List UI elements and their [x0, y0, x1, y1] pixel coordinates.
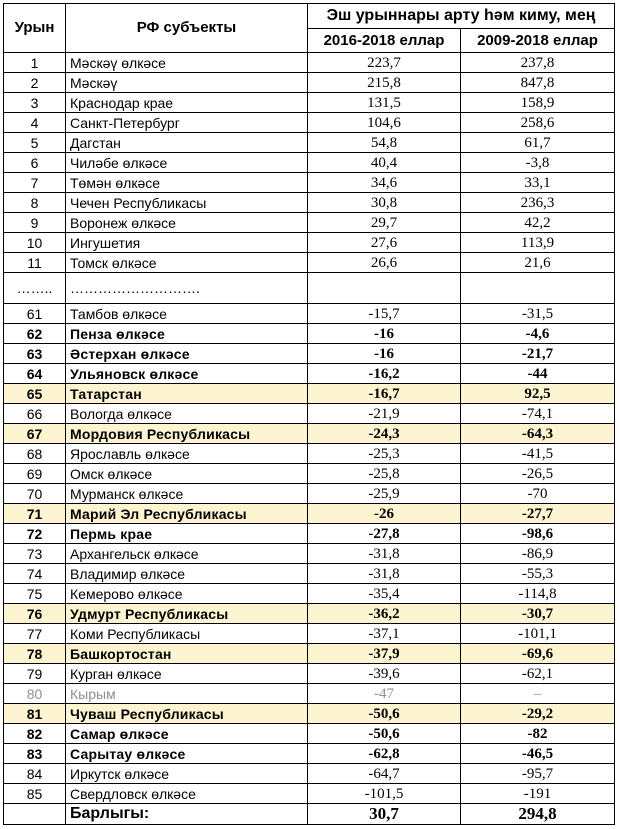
- table-row: [4, 564, 615, 584]
- row-rank: 76: [4, 604, 66, 624]
- row-rank: 66: [4, 404, 66, 424]
- row-value-2009-2018: -191: [461, 784, 615, 804]
- row-rank: 74: [4, 564, 66, 584]
- table-row: [4, 304, 615, 324]
- row-value-2009-2018: -64,3: [461, 424, 615, 444]
- row-value-2016-2018: -16: [308, 324, 461, 344]
- row-value-2016-2018: -37,9: [308, 644, 461, 664]
- row-subject-name: Пенза өлкәсе: [66, 324, 308, 344]
- row-value-2009-2018: 42,2: [461, 213, 615, 233]
- row-subject-name: Ульяновск өлкәсе: [66, 364, 308, 384]
- gap-rank-dots: ……..: [4, 273, 66, 304]
- row-rank: 3: [4, 93, 66, 113]
- row-value-2009-2018: -21,7: [461, 344, 615, 364]
- header-period-2016-2018: 2016-2018 еллар: [308, 29, 461, 53]
- row-value-2009-2018: -44: [461, 364, 615, 384]
- row-value-2016-2018: 34,6: [308, 173, 461, 193]
- row-value-2016-2018: -101,5: [308, 784, 461, 804]
- table-row: [4, 664, 615, 684]
- row-value-2016-2018: 223,7: [308, 53, 461, 73]
- row-value-2016-2018: 29,7: [308, 213, 461, 233]
- row-value-2009-2018: 258,6: [461, 113, 615, 133]
- row-value-2009-2018: -4,6: [461, 324, 615, 344]
- table-row: [4, 73, 615, 93]
- row-rank: 7: [4, 173, 66, 193]
- gap-name-dots: ……………………….: [66, 273, 308, 304]
- row-value-2009-2018: -95,7: [461, 764, 615, 784]
- row-value-2009-2018: 33,1: [461, 173, 615, 193]
- total-label: Барлыгы:: [66, 804, 308, 825]
- table-row: [4, 53, 615, 73]
- table-row: [4, 584, 615, 604]
- row-subject-name: Архангельск өлкәсе: [66, 544, 308, 564]
- row-value-2016-2018: 54,8: [308, 133, 461, 153]
- row-rank: 85: [4, 784, 66, 804]
- row-subject-name: Иркутск өлкәсе: [66, 764, 308, 784]
- table-row: [4, 784, 615, 804]
- row-value-2016-2018: -16: [308, 344, 461, 364]
- row-subject-name: Татарстан: [66, 384, 308, 404]
- table-row: [4, 704, 615, 724]
- table-row: [4, 444, 615, 464]
- row-value-2009-2018: 847,8: [461, 73, 615, 93]
- row-value-2016-2018: -31,8: [308, 544, 461, 564]
- row-rank: 6: [4, 153, 66, 173]
- table-row: [4, 153, 615, 173]
- row-subject-name: Чечен Республикасы: [66, 193, 308, 213]
- row-subject-name: Ярославль өлкәсе: [66, 444, 308, 464]
- row-value-2016-2018: -25,3: [308, 444, 461, 464]
- row-rank: 67: [4, 424, 66, 444]
- row-subject-name: Марий Эл Республикасы: [66, 504, 308, 524]
- row-subject-name: Сарытау өлкәсе: [66, 744, 308, 764]
- total-rank: [4, 804, 66, 825]
- row-value-2009-2018: -74,1: [461, 404, 615, 424]
- row-value-2016-2018: 131,5: [308, 93, 461, 113]
- row-rank: 62: [4, 324, 66, 344]
- row-value-2009-2018: 113,9: [461, 233, 615, 253]
- row-value-2016-2018: 27,6: [308, 233, 461, 253]
- table-row: [4, 764, 615, 784]
- row-rank: 68: [4, 444, 66, 464]
- row-value-2009-2018: -82: [461, 724, 615, 744]
- row-value-2016-2018: -16,2: [308, 364, 461, 384]
- row-subject-name: Омск өлкәсе: [66, 464, 308, 484]
- table-body-top: [4, 53, 615, 273]
- row-value-2009-2018: 21,6: [461, 253, 615, 273]
- row-value-2016-2018: 104,6: [308, 113, 461, 133]
- row-value-2009-2018: -46,5: [461, 744, 615, 764]
- row-value-2009-2018: -98,6: [461, 524, 615, 544]
- row-subject-name: Курган өлкәсе: [66, 664, 308, 684]
- table-row: [4, 544, 615, 564]
- row-subject-name: Удмурт Республикасы: [66, 604, 308, 624]
- row-value-2009-2018: -55,3: [461, 564, 615, 584]
- table-row: [4, 724, 615, 744]
- row-value-2009-2018: -69,6: [461, 644, 615, 664]
- row-value-2009-2018: 158,9: [461, 93, 615, 113]
- row-subject-name: Әстерхан өлкәсе: [66, 344, 308, 364]
- row-subject-name: Мәскәү өлкәсе: [66, 53, 308, 73]
- gap-row: [4, 273, 615, 304]
- row-value-2016-2018: -39,6: [308, 664, 461, 684]
- row-rank: 8: [4, 193, 66, 213]
- row-rank: 70: [4, 484, 66, 504]
- row-subject-name: Ингушетия: [66, 233, 308, 253]
- row-subject-name: Кемерово өлкәсе: [66, 584, 308, 604]
- row-rank: 81: [4, 704, 66, 724]
- table-row: [4, 464, 615, 484]
- row-subject-name: Чиләбе өлкәсе: [66, 153, 308, 173]
- table-row: [4, 113, 615, 133]
- table-row: [4, 173, 615, 193]
- row-value-2009-2018: 92,5: [461, 384, 615, 404]
- row-value-2016-2018: -36,2: [308, 604, 461, 624]
- row-value-2009-2018: -31,5: [461, 304, 615, 324]
- row-rank: 2: [4, 73, 66, 93]
- row-value-2016-2018: 215,8: [308, 73, 461, 93]
- row-value-2009-2018: -27,7: [461, 504, 615, 524]
- row-subject-name: Санкт-Петербург: [66, 113, 308, 133]
- row-value-2009-2018: 236,3: [461, 193, 615, 213]
- row-rank: 77: [4, 624, 66, 644]
- table-row: [4, 684, 615, 704]
- table-row: [4, 744, 615, 764]
- row-rank: 63: [4, 344, 66, 364]
- row-rank: 1: [4, 53, 66, 73]
- row-value-2016-2018: -27,8: [308, 524, 461, 544]
- row-rank: 80: [4, 684, 66, 704]
- row-value-2016-2018: -21,9: [308, 404, 461, 424]
- row-value-2016-2018: -16,7: [308, 384, 461, 404]
- row-value-2009-2018: -86,9: [461, 544, 615, 564]
- table-row: [4, 424, 615, 444]
- row-subject-name: Тамбов өлкәсе: [66, 304, 308, 324]
- row-value-2016-2018: -62,8: [308, 744, 461, 764]
- row-subject-name: Вологда өлкәсе: [66, 404, 308, 424]
- header-period-2009-2018: 2009-2018 еллар: [461, 29, 615, 53]
- row-rank: 11: [4, 253, 66, 273]
- table-footer: [4, 804, 615, 825]
- row-subject-name: Томск өлкәсе: [66, 253, 308, 273]
- row-value-2009-2018: –: [461, 684, 615, 704]
- row-value-2016-2018: -50,6: [308, 724, 461, 744]
- total-v1: 30,7: [308, 804, 461, 825]
- row-value-2009-2018: -62,1: [461, 664, 615, 684]
- row-subject-name: Коми Республикасы: [66, 624, 308, 644]
- table-row: [4, 384, 615, 404]
- row-subject-name: Чуваш Республикасы: [66, 704, 308, 724]
- row-value-2009-2018: -101,1: [461, 624, 615, 644]
- row-rank: 78: [4, 644, 66, 664]
- table-row: [4, 213, 615, 233]
- row-rank: 83: [4, 744, 66, 764]
- row-rank: 5: [4, 133, 66, 153]
- row-rank: 4: [4, 113, 66, 133]
- gap-v1: [308, 273, 461, 304]
- row-value-2016-2018: -37,1: [308, 624, 461, 644]
- row-subject-name: Дагстан: [66, 133, 308, 153]
- table-header: [4, 4, 615, 53]
- row-rank: 79: [4, 664, 66, 684]
- table-row: [4, 344, 615, 364]
- row-rank: 82: [4, 724, 66, 744]
- table-row: [4, 524, 615, 544]
- row-subject-name: Краснодар крае: [66, 93, 308, 113]
- table-gap: [4, 273, 615, 304]
- row-rank: 73: [4, 544, 66, 564]
- row-value-2016-2018: -24,3: [308, 424, 461, 444]
- table-row: [4, 93, 615, 113]
- row-rank: 69: [4, 464, 66, 484]
- row-value-2016-2018: 26,6: [308, 253, 461, 273]
- row-rank: 61: [4, 304, 66, 324]
- row-value-2009-2018: -29,2: [461, 704, 615, 724]
- table-row: [4, 624, 615, 644]
- row-value-2009-2018: -70: [461, 484, 615, 504]
- table-row: [4, 253, 615, 273]
- row-value-2016-2018: 40,4: [308, 153, 461, 173]
- row-subject-name: Владимир өлкәсе: [66, 564, 308, 584]
- row-subject-name: Свердловск өлкәсе: [66, 784, 308, 804]
- jobs-change-table: [3, 3, 615, 825]
- row-value-2009-2018: -114,8: [461, 584, 615, 604]
- table-body-bottom: [4, 304, 615, 804]
- row-value-2009-2018: -41,5: [461, 444, 615, 464]
- row-rank: 65: [4, 384, 66, 404]
- header-subject: РФ субъекты: [66, 4, 308, 53]
- header-group: Эш урыннары арту һәм киму, мең: [308, 4, 615, 29]
- row-value-2009-2018: 61,7: [461, 133, 615, 153]
- row-value-2009-2018: 237,8: [461, 53, 615, 73]
- header-rank: Урын: [4, 4, 66, 53]
- gap-v2: [461, 273, 615, 304]
- row-value-2009-2018: -3,8: [461, 153, 615, 173]
- table-row: [4, 504, 615, 524]
- row-value-2016-2018: -47: [308, 684, 461, 704]
- row-rank: 75: [4, 584, 66, 604]
- row-subject-name: Пермь крае: [66, 524, 308, 544]
- row-rank: 72: [4, 524, 66, 544]
- row-value-2016-2018: -26: [308, 504, 461, 524]
- row-subject-name: Төмән өлкәсе: [66, 173, 308, 193]
- row-rank: 71: [4, 504, 66, 524]
- table-row: [4, 404, 615, 424]
- row-value-2016-2018: -15,7: [308, 304, 461, 324]
- table-row: [4, 644, 615, 664]
- row-subject-name: Мурманск өлкәсе: [66, 484, 308, 504]
- row-subject-name: Башкортостан: [66, 644, 308, 664]
- table-row: [4, 484, 615, 504]
- row-value-2009-2018: -30,7: [461, 604, 615, 624]
- row-value-2016-2018: -25,8: [308, 464, 461, 484]
- row-subject-name: Самар өлкәсе: [66, 724, 308, 744]
- row-subject-name: Кырым: [66, 684, 308, 704]
- table-row: [4, 324, 615, 344]
- row-subject-name: Воронеж өлкәсе: [66, 213, 308, 233]
- row-value-2009-2018: -26,5: [461, 464, 615, 484]
- table-row: [4, 233, 615, 253]
- row-rank: 10: [4, 233, 66, 253]
- row-subject-name: Мәскәү: [66, 73, 308, 93]
- row-value-2016-2018: -31,8: [308, 564, 461, 584]
- table-row: [4, 604, 615, 624]
- row-rank: 9: [4, 213, 66, 233]
- row-subject-name: Мордовия Республикасы: [66, 424, 308, 444]
- row-rank: 84: [4, 764, 66, 784]
- row-rank: 64: [4, 364, 66, 384]
- total-v2: 294,8: [461, 804, 615, 825]
- table-row: [4, 193, 615, 213]
- table-row: [4, 133, 615, 153]
- table-row: [4, 364, 615, 384]
- row-value-2016-2018: -64,7: [308, 764, 461, 784]
- row-value-2016-2018: 30,8: [308, 193, 461, 213]
- row-value-2016-2018: -25,9: [308, 484, 461, 504]
- row-value-2016-2018: -50,6: [308, 704, 461, 724]
- row-value-2016-2018: -35,4: [308, 584, 461, 604]
- total-row: [4, 804, 615, 825]
